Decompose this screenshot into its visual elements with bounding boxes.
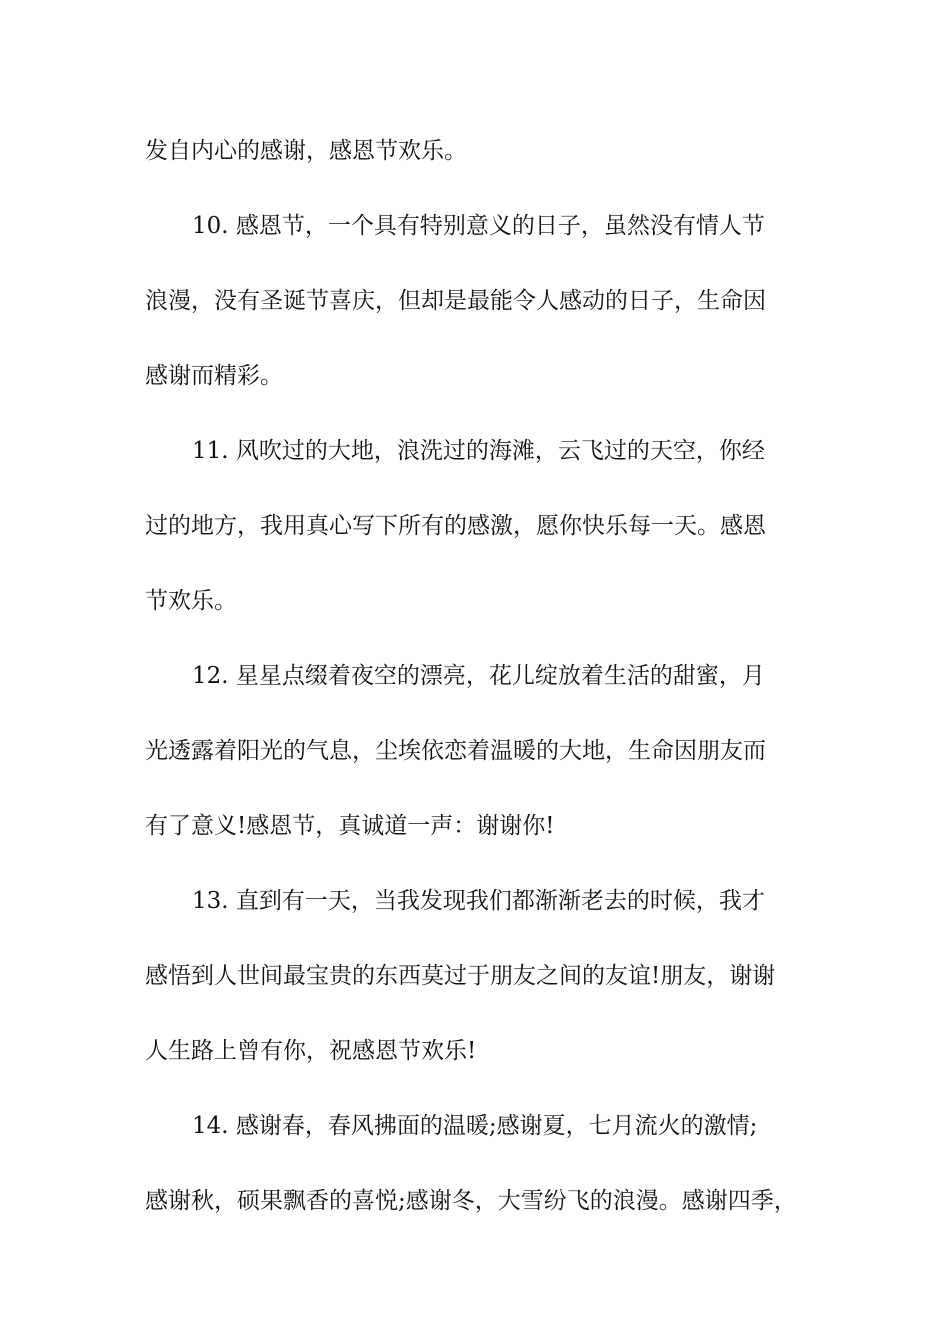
text-line: 光透露着阳光的气息，尘埃依恋着温暖的大地，生命因朋友而 xyxy=(145,738,766,764)
text-line: 有了意义!感恩节，真诚道一声：谢谢你! xyxy=(145,813,555,839)
text-line: 感谢而精彩。 xyxy=(145,363,283,389)
text-line: 发自内心的感谢，感恩节欢乐。 xyxy=(145,138,467,164)
text-line: 人生路上曾有你，祝感恩节欢乐! xyxy=(145,1038,477,1064)
text-line: 感悟到人世间最宝贵的东西莫过于朋友之间的友谊!朋友，谢谢 xyxy=(145,963,776,989)
text-line: 浪漫，没有圣诞节喜庆，但却是最能令人感动的日子，生命因 xyxy=(145,288,766,314)
text-line: 节欢乐。 xyxy=(145,588,237,614)
text-line: 感谢秋，硕果飘香的喜悦;感谢冬，大雪纷飞的浪漫。感谢四季， xyxy=(145,1188,797,1214)
text-line: 11. 风吹过的大地，浪洗过的海滩，云飞过的天空，你经 xyxy=(192,438,765,464)
text-line: 14. 感谢春，春风拂面的温暖;感谢夏，七月流火的激情; xyxy=(192,1113,758,1139)
text-line: 10. 感恩节，一个具有特别意义的日子，虽然没有情人节 xyxy=(192,213,765,239)
text-line: 12. 星星点缀着夜空的漂亮，花儿绽放着生活的甜蜜，月 xyxy=(192,663,765,689)
text-line: 过的地方，我用真心写下所有的感激，愿你快乐每一天。感恩 xyxy=(145,513,766,539)
text-line: 13. 直到有一天，当我发现我们都渐渐老去的时候，我才 xyxy=(192,888,765,914)
